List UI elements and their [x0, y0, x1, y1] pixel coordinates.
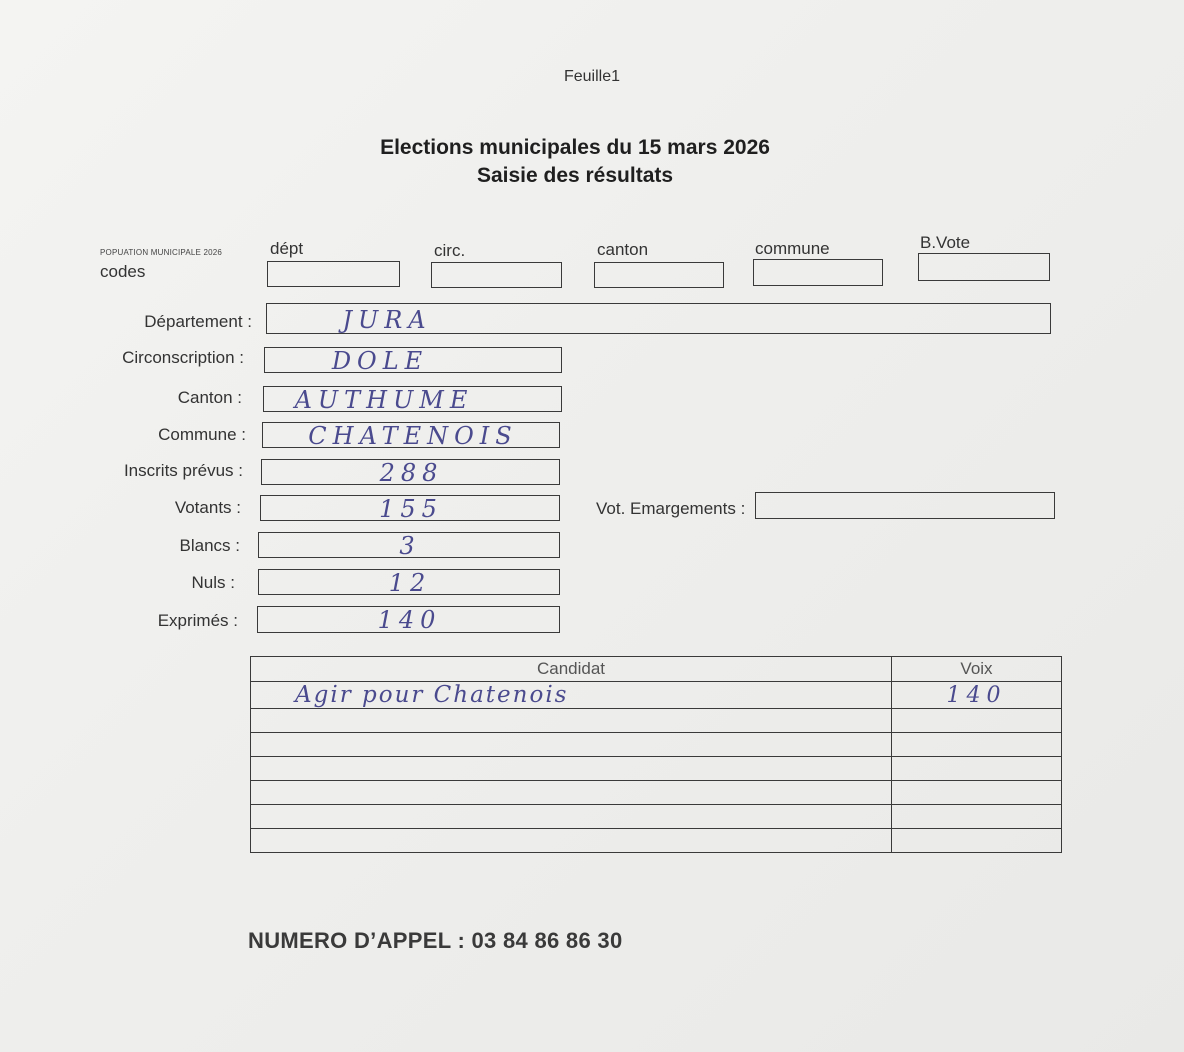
commune-field[interactable] — [262, 422, 560, 448]
table-row — [251, 709, 1062, 733]
table-row — [251, 829, 1062, 853]
candidate-votes-cell[interactable] — [892, 733, 1062, 757]
code-commune-field[interactable] — [753, 259, 883, 286]
candidate-votes-cell[interactable] — [892, 781, 1062, 805]
code-commune-label: commune — [755, 239, 830, 258]
candidate-votes-cell[interactable] — [892, 829, 1062, 853]
commune-label: Commune : — [158, 425, 246, 444]
candidate-name-cell[interactable] — [251, 757, 892, 781]
code-circ-field[interactable] — [431, 262, 562, 288]
exprimes-value: 140 — [377, 606, 442, 634]
form-subtitle: Saisie des résultats — [476, 164, 674, 187]
footer-phone: NUMERO D’APPEL : 03 84 86 86 30 — [248, 928, 623, 953]
circonscription-value: DOLE — [331, 347, 429, 375]
candidate-name-cell[interactable] — [251, 829, 892, 853]
population-label: POPUATION MUNICIPALE 2026 — [100, 248, 223, 257]
canton-label: Canton : — [177, 388, 242, 407]
exprimes-label: Exprimés : — [157, 611, 238, 630]
blancs-field[interactable] — [258, 532, 560, 558]
candidate-name-cell[interactable] — [251, 682, 892, 709]
candidate-votes: 140 — [946, 682, 1007, 708]
sheet-name: Feuille1 — [563, 68, 621, 85]
candidate-name-cell[interactable] — [251, 733, 892, 757]
inscrits-field[interactable] — [261, 459, 560, 485]
departement-field[interactable] — [266, 303, 1051, 334]
candidates-table — [250, 656, 1062, 853]
candidate-votes-cell[interactable] — [892, 757, 1062, 781]
form-title: Elections municipales du 15 mars 2026 — [380, 136, 770, 159]
votants-label: Votants : — [174, 498, 241, 517]
emargements-label: Vot. Emargements : — [596, 499, 746, 518]
code-canton-field[interactable] — [594, 262, 724, 288]
votants-value: 155 — [379, 495, 443, 523]
candidate-name-cell[interactable] — [251, 709, 892, 733]
emargements-field[interactable] — [755, 492, 1055, 519]
commune-value: CHATENOIS — [308, 422, 518, 450]
candidate-votes-cell[interactable] — [892, 709, 1062, 733]
departement-value: JURA — [342, 306, 432, 334]
table-row — [251, 781, 1062, 805]
table-row — [251, 757, 1062, 781]
blancs-value: 3 — [399, 532, 421, 560]
candidate-name-cell[interactable] — [251, 805, 892, 829]
exprimes-field[interactable] — [257, 606, 560, 633]
inscrits-value: 288 — [379, 459, 444, 487]
codes-label: codes — [100, 262, 146, 281]
circonscription-field[interactable] — [264, 347, 562, 373]
nuls-value: 12 — [388, 569, 432, 597]
code-circ-label: circ. — [434, 241, 466, 260]
candidate-name: Agir pour Chatenois — [295, 682, 569, 708]
candidate-votes-cell[interactable] — [892, 805, 1062, 829]
code-dept-label: dépt — [270, 239, 304, 258]
nuls-label: Nuls : — [191, 573, 235, 592]
candidate-name-cell[interactable] — [251, 781, 892, 805]
canton-value: AUTHUME — [294, 386, 474, 414]
voix-header: Voix — [892, 657, 1062, 682]
canton-field[interactable] — [263, 386, 562, 412]
nuls-field[interactable] — [258, 569, 560, 595]
blancs-label: Blancs : — [179, 536, 240, 555]
inscrits-label: Inscrits prévus : — [123, 461, 243, 480]
table-row — [251, 682, 1062, 709]
departement-label: Département : — [144, 312, 252, 331]
candidat-header: Candidat — [251, 657, 892, 682]
table-row — [251, 805, 1062, 829]
table-header-row — [251, 657, 1062, 682]
table-row — [251, 733, 1062, 757]
code-canton-label: canton — [597, 240, 649, 259]
code-bvote-field[interactable] — [918, 253, 1050, 281]
circonscription-label: Circonscription : — [122, 348, 244, 367]
votants-field[interactable] — [260, 495, 560, 521]
code-bvote-label: B.Vote — [920, 233, 971, 252]
code-dept-field[interactable] — [267, 261, 400, 287]
candidate-votes-cell[interactable] — [892, 682, 1062, 709]
